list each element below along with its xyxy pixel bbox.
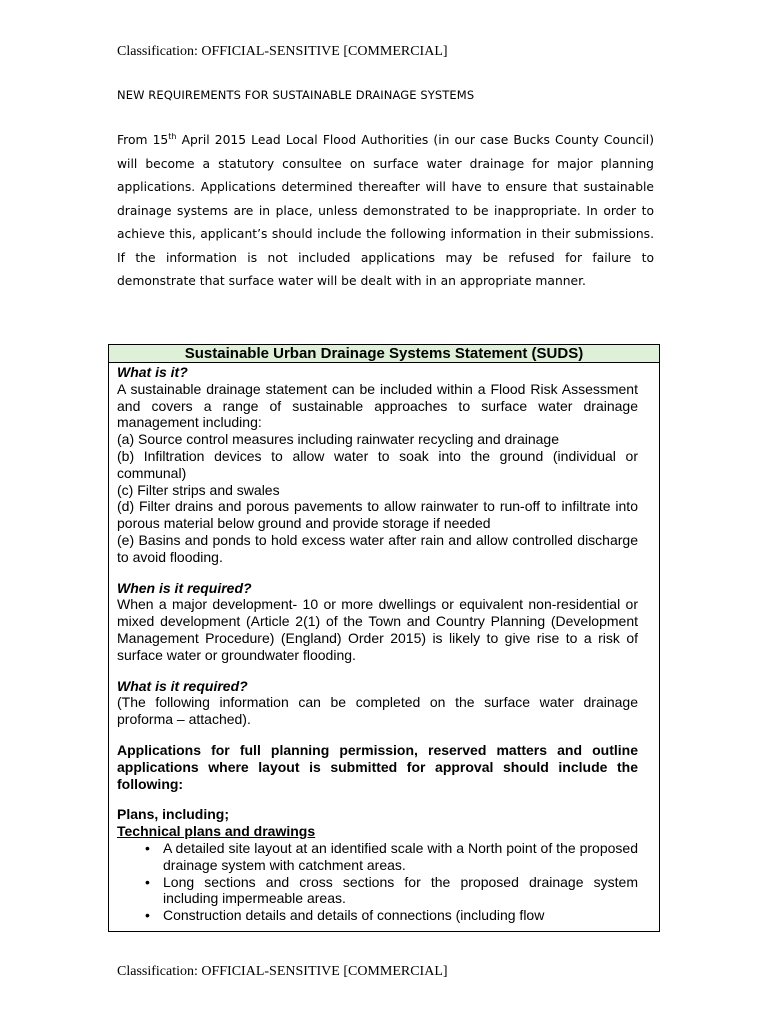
what-is-it-text: A sustainable drainage statement can be included within a Flood Risk Assessment and covers a range of sustainable approaches to surface water drainage management including: — [117, 380, 638, 431]
option-item: (b) Infiltration devices to allow water to soak into the ground (individual or communal) — [117, 447, 638, 481]
list-item: • Construction details and details of connections (including flow — [145, 907, 638, 924]
intro-superscript: th — [168, 131, 177, 141]
technical-plans-list — [117, 840, 638, 924]
suds-box-title: Sustainable Urban Drainage Systems Statement (SUDS) — [109, 345, 659, 363]
applications-statement: Applications for full planning permission, reserved matters and outline applications where layout is submitted for approval should include the following: — [117, 741, 638, 792]
suds-statement-box — [108, 344, 660, 932]
intro-text: April 2015 Lead Local Flood Authorities (in our case Bucks County Council) will become a statutory consultee on surface water drainage for major planning applications. Applications determined thereafter will have to ensure that sustainable drainage systems are in place, unless demonstrated to be inappropriate. In order to achieve this, applicant’s should include the following information in their submissions. If the information is not included applications may be refused for failure to demonstrate that surface water will be dealt with in an appropriate manner. — [117, 133, 655, 288]
what-required-question: What is it required? — [117, 677, 248, 694]
plans-label: Plans, including; — [117, 806, 230, 823]
option-item: (a) Source control measures including rainwater recycling and drainage — [117, 431, 560, 448]
option-item: (e) Basins and ponds to hold excess water after rain and allow controlled discharge to avoid flooding. — [117, 531, 638, 565]
technical-plans-heading: Technical plans and drawings — [117, 823, 316, 840]
when-required-question: When is it required? — [117, 579, 252, 596]
option-item: (d) Filter drains and porous pavements to allow rainwater to run-off to infiltrate into porous material below ground and provide storage if needed — [117, 498, 638, 532]
intro-paragraph — [117, 129, 654, 294]
document-heading: NEW REQUIREMENTS FOR SUSTAINABLE DRAINAGE SYSTEMS — [117, 88, 475, 102]
option-item: (c) Filter strips and swales — [117, 481, 280, 498]
when-required-text: When a major development- 10 or more dwellings or equivalent non-residential or mixed development (Article 2(1) of the Town and Country Planning (Development Management Procedure) (England) Order 2015) is likely to give rise to a risk of surface water or groundwater flooding. — [117, 596, 638, 663]
intro-prefix: From 15 — [117, 133, 169, 147]
classification-header: Classification: OFFICIAL-SENSITIVE [COMMERCIAL] — [117, 44, 448, 59]
suds-box-body — [109, 363, 659, 924]
what-required-text: (The following information can be completed on the surface water drainage proforma – attached). — [117, 694, 638, 728]
list-item: • Long sections and cross sections for the proposed drainage system including impermeable areas. — [145, 874, 638, 908]
classification-footer: Classification: OFFICIAL-SENSITIVE [COMMERCIAL] — [117, 964, 448, 979]
list-item: • A detailed site layout at an identified scale with a North point of the proposed drainage system with catchment areas. — [145, 840, 638, 874]
what-is-it-question: What is it? — [117, 364, 188, 380]
